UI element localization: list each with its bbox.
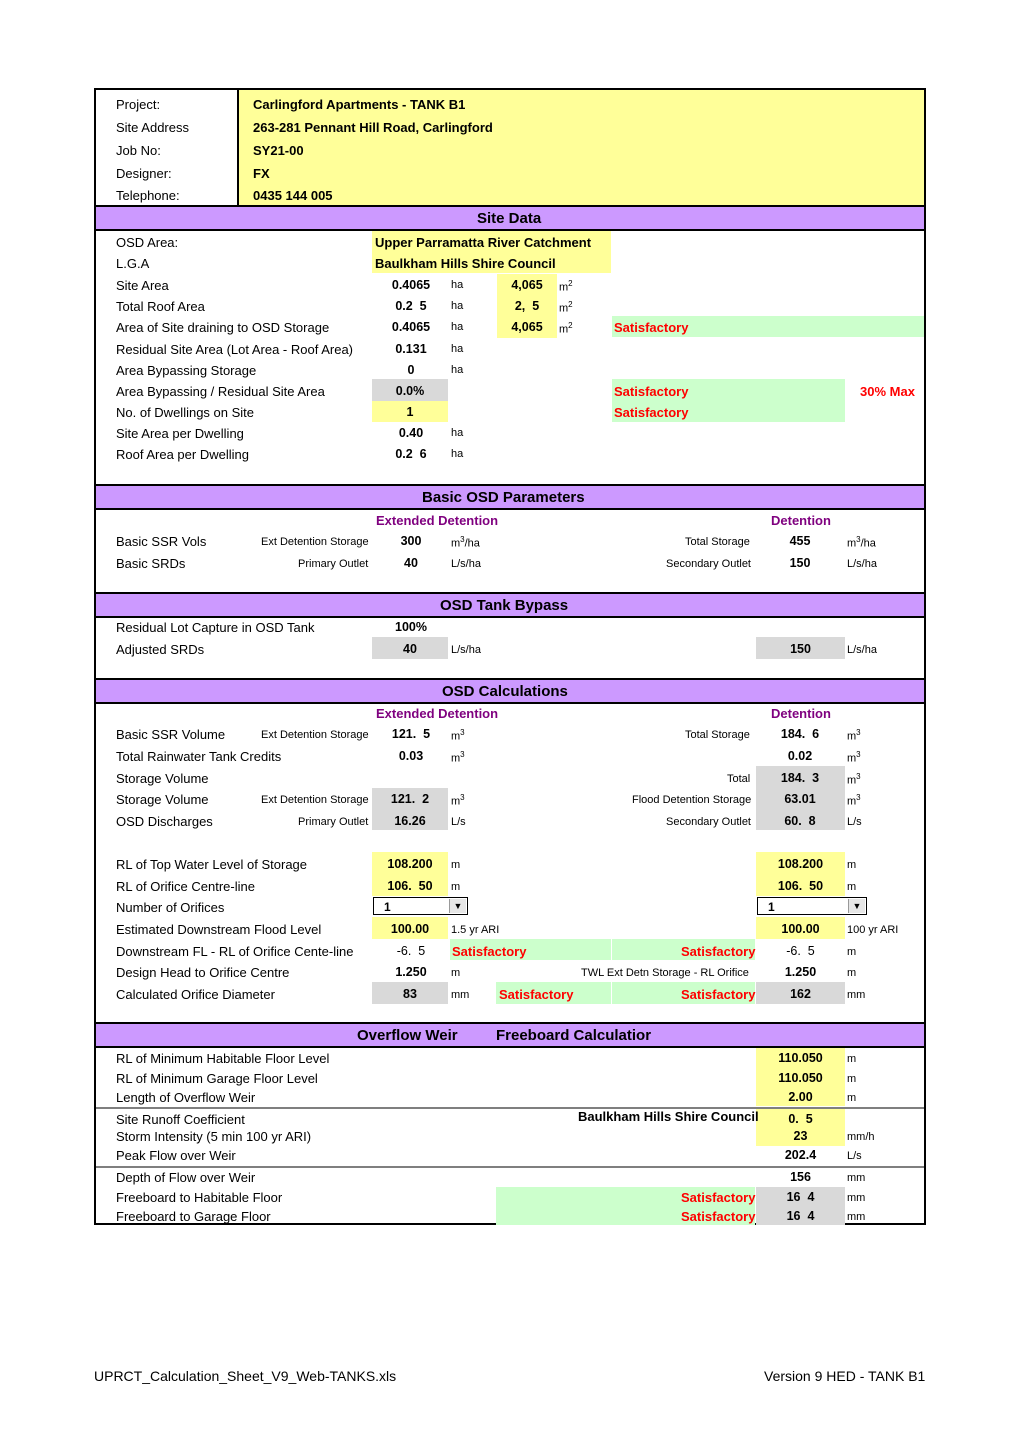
unit-mm: mm [847, 989, 866, 1001]
bypass-ratio: 0.0% [395, 384, 425, 398]
dsfl-status: Satisfactory [452, 944, 527, 959]
site-area-ha: 0.4065 [391, 278, 431, 292]
job-number: SY21-00 [253, 143, 304, 158]
ext-detention-heading: Extended Detention [376, 706, 499, 721]
basic-srd-label: Basic SRDs [116, 556, 186, 571]
unit-ha: ha [451, 321, 464, 333]
area-per-dwelling-label: Site Area per Dwelling [116, 426, 244, 441]
runoff-coefficient-label: Site Runoff Coefficient [116, 1112, 245, 1127]
overflow-weir-header [96, 1022, 924, 1048]
twl-ext: 108.200 [387, 857, 433, 871]
unit-m: m [847, 967, 857, 979]
weir-length: 2.00 [788, 1090, 813, 1104]
total-storage-label: Total Storage [685, 536, 750, 548]
unit-m: m [451, 967, 461, 979]
adjusted-srd-unit: L/s/ha [451, 644, 481, 656]
downstream-fl-label: Estimated Downstream Flood Level [116, 922, 322, 937]
job-label: Job No: [116, 143, 161, 158]
project-name: Carlingford Apartments - TANK B1 [253, 97, 466, 112]
bypass-max: 30% Max [860, 384, 915, 399]
unit-ls: L/s [451, 816, 466, 828]
adjusted-srd-label: Adjusted SRDs [116, 642, 205, 657]
roof-per-dwelling: 0.2 6 [395, 447, 427, 461]
secondary-outlet-value: 150 [789, 556, 811, 570]
roof-area-label: Total Roof Area [116, 299, 205, 314]
unit-ha: ha [451, 448, 464, 460]
rainwater-credits-detention: 0.02 [787, 749, 813, 763]
orifice-rl-label: RL of Orifice Centre-line [116, 879, 255, 894]
adjusted-srd-secondary: 150 [790, 642, 811, 656]
roof-per-dwelling-label: Roof Area per Dwelling [116, 447, 249, 462]
basic-srd-sub: Primary Outlet [298, 558, 369, 570]
unit-m: m [847, 1053, 857, 1065]
tank-bypass-title: OSD Tank Bypass [440, 597, 569, 614]
primary-outlet-label: Primary Outlet [298, 816, 369, 828]
drain-area-label: Area of Site draining to OSD Storage [116, 320, 330, 335]
freeboard-garage-label: Freeboard to Garage Floor [116, 1209, 271, 1224]
site-area-label: Site Area [116, 278, 169, 293]
adjusted-srd-unit: L/s/ha [847, 644, 877, 656]
garage-floor-rl: 110.050 [778, 1071, 823, 1085]
bypass-area-label: Area Bypassing Storage [116, 363, 257, 378]
lot-capture-value: 100% [395, 620, 427, 634]
habitable-floor-rl: 110.050 [778, 1051, 823, 1065]
unit-m3: $m^3$ [451, 728, 465, 743]
ssr-volume-label: Basic SSR Volume [116, 727, 226, 742]
osd-calculations-title: OSD Calculations [442, 683, 568, 700]
unit-m: m [847, 859, 857, 871]
dsfl-status-det: Satisfactory [681, 944, 756, 959]
flow-depth-label: Depth of Flow over Weir [116, 1170, 256, 1185]
runoff-council: Baulkham Hills Shire Council [578, 1109, 759, 1124]
unit-m2: $m^2$ [559, 321, 573, 336]
address-label: Site Address [116, 120, 189, 135]
downstream-fl-det: 100.00 [781, 922, 820, 936]
dwellings-status: Satisfactory [614, 405, 689, 420]
unit-m: m [847, 881, 857, 893]
storage-volume-ext-sub: Ext Detention Storage [261, 794, 369, 806]
peak-unit: L/s [847, 1150, 862, 1162]
orifice-dia-label: Calculated Orifice Diameter [116, 987, 275, 1002]
ssr-unit: $m^3/ha$ [451, 535, 480, 550]
overflow-weir-title: Overflow Weir [357, 1027, 458, 1044]
storage-volume-ext-label: Storage Volume [116, 792, 209, 807]
lga-value: Baulkham Hills Shire Council [375, 256, 556, 271]
peak-flow-label: Peak Flow over Weir [116, 1148, 236, 1163]
orifice-count-value: 1 [384, 900, 391, 914]
ssr-total-value: 184. 6 [780, 727, 820, 741]
storage-volume-label: Storage Volume [116, 771, 209, 786]
twl-label: RL of Top Water Level of Storage [116, 857, 308, 872]
peak-flow: 202.4 [784, 1148, 817, 1162]
unit-ha: ha [451, 343, 464, 355]
unit-m3: $m^3$ [847, 750, 861, 765]
freeboard-habitable: 16 4 [786, 1190, 815, 1204]
tank-bypass-header [96, 592, 924, 618]
osd-area-label: OSD Area: [116, 235, 179, 250]
telephone-number: 0435 144 005 [253, 188, 333, 203]
bypass-area-ha: 0 [407, 363, 415, 377]
unit-m3: $m^3$ [451, 793, 465, 808]
downstream-fl-ext: 100.00 [390, 922, 430, 936]
orifice-rl-det: 106. 50 [777, 879, 824, 893]
design-head-det-label: TWL Ext Detn Storage - RL Orifice [581, 967, 749, 979]
orifice-dia-status: Satisfactory [499, 987, 574, 1002]
drain-area-m2: 4,065 [511, 320, 543, 334]
designer-name: FX [253, 166, 270, 181]
design-head-det: 1.250 [784, 965, 817, 979]
rainwater-credits-label: Total Rainwater Tank Credits [116, 749, 282, 764]
unit-m3: $m^3$ [847, 728, 861, 743]
basic-ssr-value: 300 [400, 534, 422, 548]
chevron-down-icon[interactable]: ▼ [848, 899, 865, 913]
ssr-volume-value: 121. 5 [391, 727, 431, 741]
secondary-discharge: 60. 8 [784, 814, 816, 828]
basic-ssr-sub: Ext Detention Storage [261, 536, 369, 548]
orifice-dia-ext: 83 [403, 987, 417, 1001]
dsfl-ext: -6. 5 [396, 944, 426, 958]
flood-detention-value: 63.01 [784, 792, 816, 806]
freeboard-habitable-label: Freeboard to Habitable Floor [116, 1190, 283, 1205]
divider [96, 1166, 924, 1168]
osd-area-value: Upper Parramatta River Catchment [375, 235, 592, 250]
basic-ssr-label: Basic SSR Vols [116, 534, 207, 549]
unit-m3: $m^3$ [847, 772, 861, 787]
bypass-ratio-label: Area Bypassing / Residual Site Area [116, 384, 325, 399]
site-area-m2: 4,065 [511, 278, 543, 292]
adjusted-srd-primary: 40 [403, 642, 417, 656]
basic-srd-value: 40 [404, 556, 418, 570]
site-data-header [96, 205, 924, 231]
garage-floor-label: RL of Minimum Garage Floor Level [116, 1071, 318, 1086]
unit-m: m [847, 1092, 857, 1104]
ssr-volume-sub: Ext Detention Storage [261, 729, 369, 741]
unit-mm: mm [847, 1172, 866, 1184]
total-storage-value: 455 [789, 534, 811, 548]
residual-area-label: Residual Site Area (Lot Area - Roof Area) [116, 342, 354, 357]
orifice-count-select[interactable] [373, 897, 468, 915]
unit-mm: mm [847, 1211, 866, 1223]
storage-volume-ext: 121. 2 [390, 792, 430, 806]
primary-discharge: 16.26 [394, 814, 426, 828]
osd-discharges-label: OSD Discharges [116, 814, 213, 829]
calculation-sheet [94, 88, 926, 1225]
storage-total-label: Total [727, 773, 751, 785]
lga-label: L.G.A [116, 256, 150, 271]
orifice-dia-status-det: Satisfactory [681, 987, 756, 1002]
dwellings-label: No. of Dwellings on Site [116, 405, 255, 420]
residual-area-ha: 0.131 [395, 342, 427, 356]
unit-mm: mm [847, 1192, 866, 1204]
secondary-outlet-label: Secondary Outlet [666, 816, 751, 828]
freeboard-garage-status: Satisfactory [681, 1209, 756, 1224]
storm-unit: mm/h [847, 1131, 875, 1143]
orifice-count-label: Number of Orifices [116, 900, 225, 915]
weir-length-label: Length of Overflow Weir [116, 1090, 256, 1105]
unit-m3: $m^3$ [847, 793, 861, 808]
unit-ha: ha [451, 364, 464, 376]
designer-label: Designer: [116, 166, 172, 181]
dsfl-det: -6. 5 [786, 944, 815, 958]
orifice-count-det-value: 1 [768, 900, 775, 914]
project-label: Project: [116, 97, 161, 112]
downstream-fl-det-ari: 100 yr ARI [847, 924, 899, 936]
unit-m: m [451, 859, 461, 871]
lot-capture-label: Residual Lot Capture in OSD Tank [116, 620, 315, 635]
roof-area-m2: 2, 5 [514, 299, 540, 313]
unit-mm: mm [451, 989, 470, 1001]
srd-unit: L/s/ha [451, 558, 481, 570]
flow-depth: 156 [790, 1170, 811, 1184]
bypass-ratio-status: Satisfactory [614, 384, 689, 399]
ssr-unit: $m^3/ha$ [847, 535, 876, 550]
design-head-ext: 1.250 [395, 965, 427, 979]
storage-total-value: 184. 3 [780, 771, 820, 785]
drain-status: Satisfactory [614, 320, 689, 335]
orifice-dia-det: 162 [790, 987, 811, 1001]
area-per-dwelling: 0.40 [398, 426, 424, 440]
unit-ha: ha [451, 300, 464, 312]
unit-ha: ha [451, 279, 464, 291]
site-data-title: Site Data [477, 210, 542, 227]
unit-ha: ha [451, 427, 464, 439]
srd-unit: L/s/ha [847, 558, 877, 570]
rainwater-credits: 0.03 [398, 749, 424, 763]
unit-m: m [847, 946, 857, 958]
detention-heading: Detention [771, 513, 831, 528]
dwellings-value: 1 [406, 405, 414, 419]
unit-m: m [847, 1073, 857, 1085]
roof-area-ha: 0.2 5 [395, 299, 427, 313]
footer-filename: UPRCT_Calculation_Sheet_V9_Web-TANKS.xls [94, 1368, 397, 1384]
unit-m2: $m^2$ [559, 300, 573, 315]
footer-version: Version 9 HED - TANK B1 [764, 1368, 926, 1384]
dsfl-label: Downstream FL - RL of Orifice Cente-line [116, 944, 354, 959]
site-address: 263-281 Pennant Hill Road, Carlingford [253, 120, 493, 135]
storm-intensity-label: Storm Intensity (5 min 100 yr ARI) [116, 1129, 312, 1144]
flood-detention-label: Flood Detention Storage [632, 794, 752, 806]
unit-m2: $m^2$ [559, 279, 573, 294]
twl-det: 108.200 [777, 857, 824, 871]
chevron-down-icon[interactable]: ▼ [449, 899, 466, 913]
orifice-rl-ext: 106. 50 [387, 879, 433, 893]
detention-heading: Detention [771, 706, 831, 721]
freeboard-title: Freeboard Calculatior [496, 1027, 652, 1044]
secondary-outlet-label: Secondary Outlet [666, 558, 751, 570]
ext-detention-heading: Extended Detention [376, 513, 499, 528]
telephone-label: Telephone: [116, 188, 180, 203]
downstream-fl-ari: 1.5 yr ARI [451, 924, 500, 936]
unit-ls: L/s [847, 816, 862, 828]
unit-m3: $m^3$ [451, 750, 465, 765]
unit-m: m [451, 881, 461, 893]
design-head-label: Design Head to Orifice Centre [116, 965, 290, 980]
freeboard-habitable-status: Satisfactory [681, 1190, 756, 1205]
ssr-total-label: Total Storage [685, 729, 750, 741]
basic-osd-title: Basic OSD Parameters [422, 489, 585, 506]
runoff-coefficient: 0. 5 [788, 1112, 813, 1126]
orifice-count-det-select[interactable] [757, 897, 867, 915]
drain-area-ha: 0.4065 [391, 320, 431, 334]
basic-osd-header [96, 484, 924, 510]
storm-intensity: 23 [793, 1129, 808, 1143]
osd-calculations-header [96, 678, 924, 704]
freeboard-garage: 16 4 [786, 1209, 815, 1223]
habitable-floor-label: RL of Minimum Habitable Floor Level [116, 1051, 330, 1066]
